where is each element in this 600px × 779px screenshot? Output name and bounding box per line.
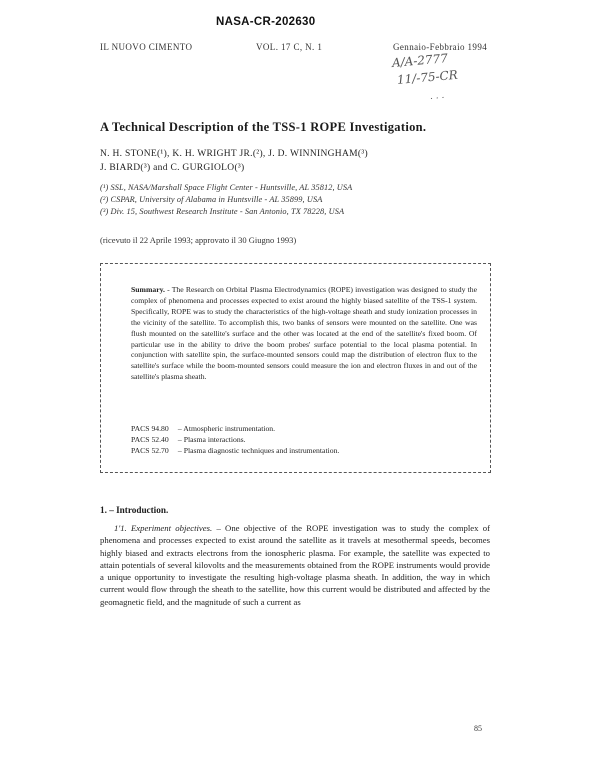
section-heading: 1. – Introduction.	[100, 505, 169, 515]
handwritten-note-2: 11/-75-CR	[396, 67, 459, 87]
affiliation-2: (²) CSPAR, University of Alabama in Huntsville - AL 35899, USA	[100, 195, 323, 204]
pacs-desc: – Atmospheric instrumentation.	[177, 424, 276, 433]
paper-title: A Technical Description of the TSS-1 ROPE Investigation.	[100, 120, 427, 134]
pacs-desc: – Plasma diagnostic techniques and instrumentation.	[177, 446, 340, 455]
summary-label: Summary.	[131, 285, 165, 294]
pacs-code: PACS 52.40	[131, 435, 169, 444]
pacs-code: PACS 94.80	[131, 424, 169, 433]
report-id: NASA-CR-202630	[216, 16, 316, 28]
intro-text: – One objective of the ROPE investigation was to study the complex of phenomena and processes expected to exist around the satellite as it travels at mesothermal speeds, becomes highly biased and extracts electrons from the ionospheric plasma. For example, the satellite was expected to attain potentials of several kilovolts and the measurements obtained from the ROPE instruments would provide a unique opportunity to investigate the resulting high-voltage plasma sheath. In addition, the way in which current would flow through the sheath to the satellite, how this current would be distributed and affected by the geomagnetic field, and the magnitude of such a current as	[100, 523, 490, 607]
affiliation-3: (³) Div. 15, Southwest Research Institute - San Antonio, TX 78228, USA	[100, 207, 345, 216]
journal-volume: VOL. 17 C, N. 1	[256, 42, 323, 52]
pacs-item	[131, 424, 275, 433]
page-number: 85	[474, 724, 482, 733]
journal-date: Gennaio-Febbraio 1994	[393, 42, 488, 52]
received-date: (ricevuto il 22 Aprile 1993; approvato il 30 Giugno 1993)	[100, 235, 297, 245]
summary-paragraph	[131, 285, 477, 383]
pacs-code: PACS 52.70	[131, 446, 169, 455]
author-line-2: J. BIARD(³) and C. GURGIOLO(³)	[100, 163, 245, 173]
author-line-1: N. H. STONE(¹), K. H. WRIGHT JR.(²), J. D. WINNINGHAM(³)	[100, 149, 368, 159]
journal-name: IL NUOVO CIMENTO	[100, 42, 193, 52]
handwritten-note-3: . . .	[429, 90, 445, 102]
summary-text: - The Research on Orbital Plasma Electrodynamics (ROPE) investigation was designed to study the complex of phenomena and processes expected to exist around the highly biased satellite of the TSS-1 system. Specifically, ROPE was to study the characteristics of the high-voltage sheath and study ionization processes in the vicinity of the satellite. To accomplish this, two banks of sensors were mounted on the satellite. One was flush mounted on the satellite's surface and the other was located at the end of the satellite's fixed boom. Of particular use in the ability to drive the boom probes' surface potential to the local plasma potential. In conjunction with satellite spin, the surface-mounted sensors could map the distribution of electron flux to the satellite's surface while the boom-mounted sensors could measure the ion and electron fluxes in and out of the satellite's plasma sheath.	[131, 285, 477, 382]
pacs-desc: – Plasma interactions.	[177, 435, 246, 444]
subsection-heading: 1'1. Experiment objectives.	[114, 523, 213, 533]
intro-paragraph	[100, 522, 490, 608]
pacs-item	[131, 446, 339, 455]
handwritten-note-1: A/A-2777	[391, 51, 449, 70]
pacs-item	[131, 435, 246, 444]
affiliation-1: (¹) SSL, NASA/Marshall Space Flight Center - Huntsville, AL 35812, USA	[100, 183, 353, 192]
